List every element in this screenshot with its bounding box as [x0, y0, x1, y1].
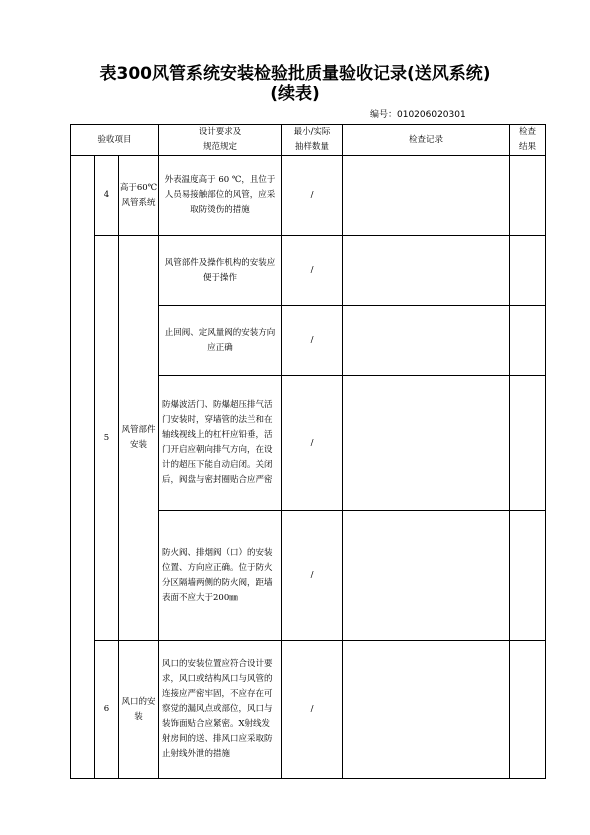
- header-item: 验收项目: [71, 125, 159, 156]
- sample-count-cell: /: [282, 511, 343, 641]
- document-title: 表300风管系统安装检验批质量验收记录(送风系统): [99, 64, 491, 84]
- record-cell[interactable]: [343, 641, 510, 779]
- result-cell[interactable]: [510, 156, 546, 236]
- row-item-name-text: 风管部件 安装: [121, 425, 156, 450]
- record-cell[interactable]: [343, 156, 510, 236]
- result-cell[interactable]: [510, 306, 546, 376]
- inspection-record-table: [70, 124, 546, 779]
- header-requirement-text: 设计要求及 规范规定: [198, 127, 242, 152]
- header-result: [510, 125, 546, 156]
- table-row: [71, 156, 546, 236]
- header-sample: [282, 125, 343, 156]
- header-result-text: 检查 结果: [518, 127, 536, 152]
- requirement-cell: 风口的安装位置应符合设计要求，风口或结构风口与风管的连接应严密牢固，不应存在可察觉的漏风点或部位，风口与装饰面贴合应紧密。X射线发射房间的送、排风口应采取防止射线外泄的措施: [159, 641, 282, 779]
- requirement-cell: 防火阀、排烟阀（口）的安装位置、方向应正确。位于防火分区隔墙两侧的防火阀，距墙表面不应大于200㎜: [159, 511, 282, 641]
- requirement-cell: 止回阀、定风量阀的安装方向应正确: [159, 306, 282, 376]
- sample-count-cell: /: [282, 376, 343, 511]
- header-requirement: [159, 125, 282, 156]
- document-subtitle: (续表): [270, 84, 320, 104]
- row-item-name: [119, 641, 159, 779]
- document-code: 编号：010206020301: [370, 110, 466, 120]
- requirement-cell: 外表温度高于 60 ℃，且位于人员易接触部位的风管，应采取防烫伤的措施: [159, 156, 282, 236]
- sample-count-cell: /: [282, 641, 343, 779]
- sample-count-cell: /: [282, 156, 343, 236]
- sample-count-cell: /: [282, 236, 343, 306]
- row-item-name-text: 高于60℃ 风管系统: [119, 182, 158, 208]
- result-cell[interactable]: [510, 511, 546, 641]
- requirement-cell: 风管部件及操作机构的安装应便于操作: [159, 236, 282, 306]
- sample-count-cell: /: [282, 306, 343, 376]
- section-column: [71, 156, 95, 779]
- record-cell[interactable]: [343, 306, 510, 376]
- result-cell[interactable]: [510, 376, 546, 511]
- row-item-name-text: 风口的安 装: [121, 696, 156, 722]
- result-cell[interactable]: [510, 236, 546, 306]
- row-number: 6: [95, 641, 119, 779]
- row-item-name: [119, 156, 159, 236]
- record-cell[interactable]: [343, 376, 510, 511]
- header-record: 检查记录: [343, 125, 510, 156]
- table-row: [71, 641, 546, 779]
- row-number: 4: [95, 156, 119, 236]
- result-cell[interactable]: [510, 641, 546, 779]
- row-item-name: [119, 236, 159, 641]
- requirement-cell: 防爆波活门、防爆超压排气活门安装时，穿墙管的法兰和在轴线视线上的杠杆应铅垂，活门开启应朝向排气方向，在设计的超压下能自动启闭。关闭后，阀盘与密封圈贴合应严密: [159, 376, 282, 511]
- record-cell[interactable]: [343, 511, 510, 641]
- table-row: [71, 236, 546, 306]
- table-header-row: [71, 125, 546, 156]
- record-cell[interactable]: [343, 236, 510, 306]
- row-number: 5: [95, 236, 119, 641]
- header-sample-text: 最小/实际 抽样数量: [293, 127, 331, 152]
